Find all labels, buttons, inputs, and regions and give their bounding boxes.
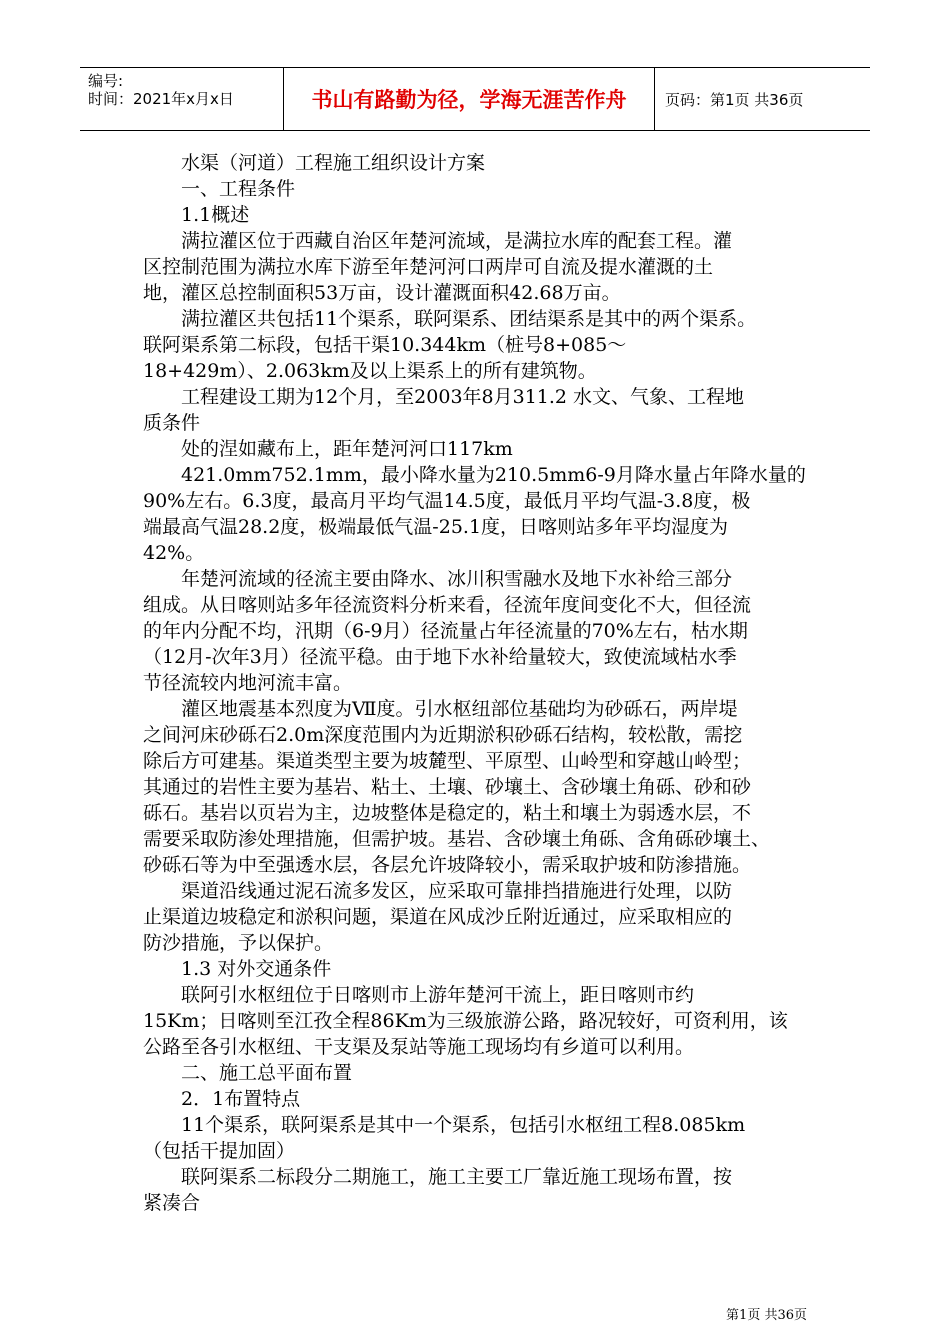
body-text-line: 水渠（河道）工程施工组织设计方案 [181,152,486,174]
body-text-line: 公路至各引水枢纽、干支渠及泵站等施工现场均有乡道可以利用。 [143,1036,695,1058]
body-text-line: 渠道沿线通过泥石流多发区，应采取可靠排挡措施进行处理，以防 [181,880,733,902]
body-text-line: 灌区地震基本烈度为Ⅶ度。引水枢纽部位基础均为砂砾石，两岸堤 [181,698,738,720]
header-motto: 书山有路勤为径，学海无涯苦作舟 [311,88,627,112]
body-text-line: 区控制范围为满拉水库下游至年楚河河口两岸可自流及提水灌溉的土 [143,256,714,278]
body-text-line: 42%。 [143,542,205,564]
document-number-label: 编号: [88,72,124,90]
body-text-line: 联阿渠系第二标段，包括干渠10.344km（桩号8+085～ [143,334,627,356]
body-text-line: 满拉灌区位于西藏自治区年楚河流域，是满拉水库的配套工程。灌 [181,230,733,252]
body-text-line: 紧凑合 [143,1192,201,1214]
header-page-info: 页码：第1页 共36页 [665,90,804,109]
page-header [80,67,870,131]
body-text-line: （包括干提加固） [143,1140,296,1162]
body-text-line: 一、工程条件 [181,178,296,200]
body-text-line: 之间河床砂砾石2.0m深度范围内为近期淤积砂砾石结构，较松散，需挖 [143,724,743,746]
body-text-line: 质条件 [143,412,201,434]
body-text-line: 15Km；日喀则至江孜全程86Km为三级旅游公路，路况较好，可资利用，该 [143,1010,788,1032]
body-text-line: 二、施工总平面布置 [181,1062,353,1084]
body-text-line: 的年内分配不均，汛期（6-9月）径流量占年径流量的70%左右，枯水期 [143,620,748,642]
body-text-line: 1.3 对外交通条件 [181,958,332,980]
body-text-line: 组成。从日喀则站多年径流资料分析来看，径流年度间变化不大，但径流 [143,594,752,616]
body-text-line: 其通过的岩性主要为基岩、粘土、土壤、砂壤土、含砂壤土角砾、砂和砂 [143,776,752,798]
header-meta [80,68,283,130]
body-text-line: 地，灌区总控制面积53万亩，设计灌溉面积42.68万亩。 [143,282,621,304]
page-footer: 第1页 共36页 [726,1308,807,1323]
body-text-line: 防沙措施，予以保护。 [143,932,334,954]
body-text-line: 端最高气温28.2度，极端最低气温-25.1度，日喀则站多年平均湿度为 [143,516,729,538]
body-text-line: 18+429m）、2.063km及以上渠系上的所有建筑物。 [143,360,597,382]
body-text-line: 年楚河流域的径流主要由降水、冰川积雪融水及地下水补给三部分 [181,568,733,590]
body-text-line: 砂砾石等为中至强透水层，各层允许坡降较小，需采取护坡和防渗措施。 [143,854,752,876]
document-date-label: 时间：2021年x月x日 [88,90,234,108]
body-text-line: 2．1布置特点 [181,1088,301,1110]
body-text-line: 需要采取防渗处理措施，但需护坡。基岩、含砂壤土角砾、含角砾砂壤土、 [143,828,771,850]
body-text-line: 除后方可建基。渠道类型主要为坡麓型、平原型、山岭型和穿越山岭型； [143,750,752,772]
body-text-line: 工程建设工期为12个月，至2003年8月311.2 水文、气象、工程地 [181,386,745,408]
body-text-line: 11个渠系，联阿渠系是其中一个渠系，包括引水枢纽工程8.085km [181,1114,746,1136]
body-text-line: （12月-次年3月）径流平稳。由于地下水补给量较大，致使流域枯水季 [143,646,737,668]
body-text-line: 满拉灌区共包括11个渠系，联阿渠系、团结渠系是其中的两个渠系。 [181,308,757,330]
body-text-line: 联阿引水枢纽位于日喀则市上游年楚河干流上，距日喀则市约 [181,984,695,1006]
body-text-line: 处的涅如藏布上，距年楚河河口117km [181,438,513,460]
body-text-line: 止渠道边坡稳定和淤积问题，渠道在风成沙丘附近通过，应采取相应的 [143,906,733,928]
body-text-line: 1.1概述 [181,204,250,226]
document-body [143,150,823,1216]
body-text-line: 90%左右。6.3度，最高月平均气温14.5度，最低月平均气温-3.8度，极 [143,490,751,512]
body-text-line: 节径流较内地河流丰富。 [143,672,353,694]
body-text-line: 砾石。基岩以页岩为主，边坡整体是稳定的，粘土和壤土为弱透水层，不 [143,802,752,824]
body-text-line: 联阿渠系二标段分二期施工，施工主要工厂靠近施工现场布置，按 [181,1166,733,1188]
header-motto-cell [283,68,655,130]
body-text-line: 421.0mm752.1mm，最小降水量为210.5mm6-9月降水量占年降水量的 [181,464,806,486]
